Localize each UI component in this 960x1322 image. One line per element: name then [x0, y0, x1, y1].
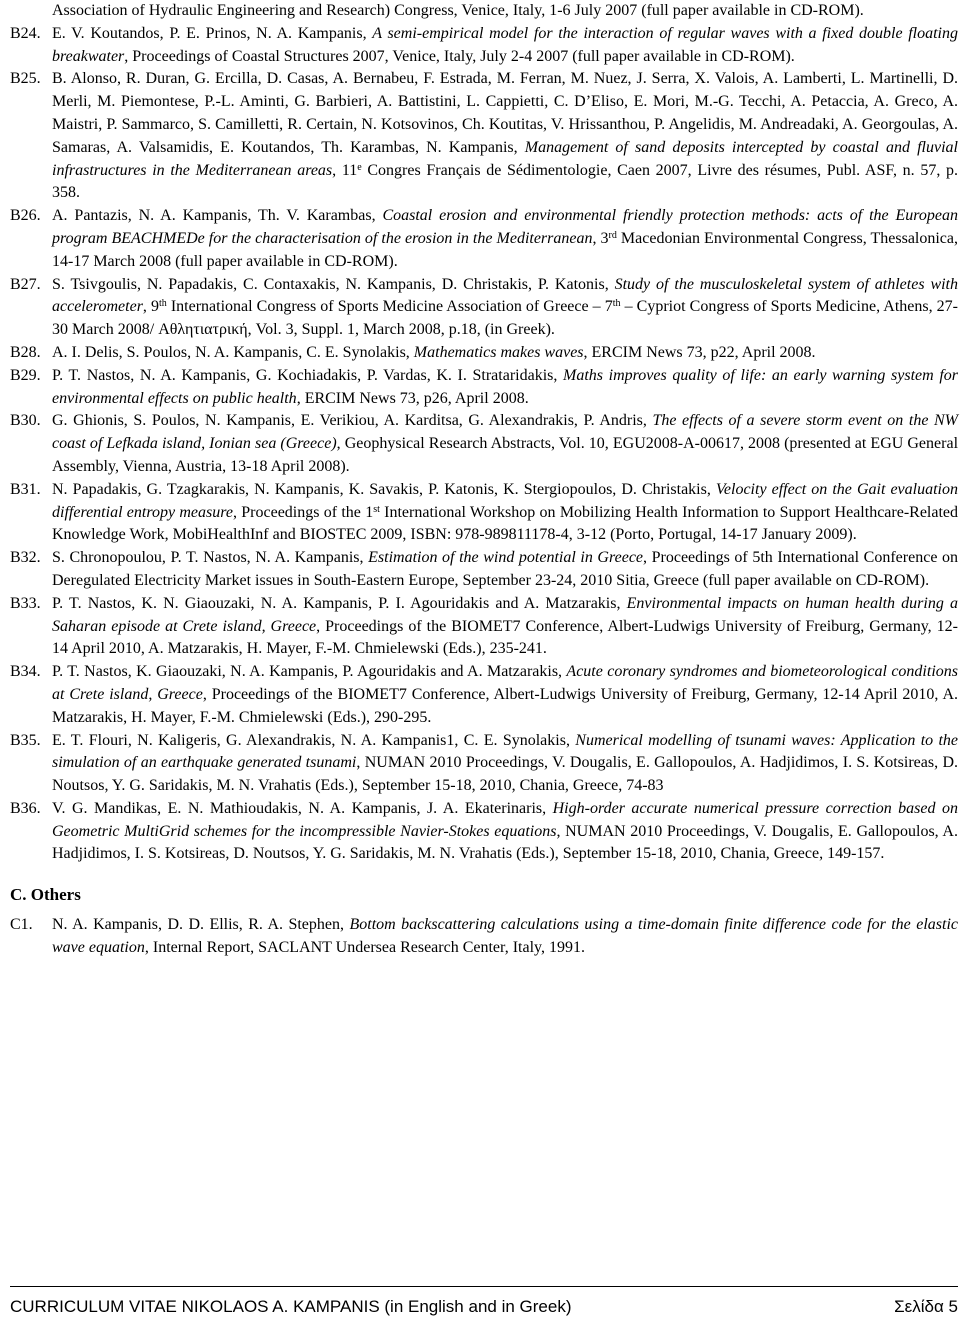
- reference-title: Velocity effect on the Gait evaluation differential entropy measure: [52, 480, 958, 521]
- reference-segment: , Proceedings of the 1: [232, 503, 374, 521]
- reference-item: [10, 410, 958, 478]
- reference-label: B27.: [10, 275, 41, 293]
- reference-text: [52, 914, 958, 960]
- reference-segment: International Congress of Sports Medicine Association of Greece – 7: [166, 298, 613, 316]
- reference-title: Numerical modelling of tsunami waves: Application to the simulation of an earthquake generated tsunami: [52, 731, 959, 772]
- footer-page-number: Σελίδα 5: [894, 1297, 958, 1316]
- reference-segment: P. T. Nastos, N. A. Kampanis, G. Kochiadakis, P. Vardas, K. I. Strataridakis,: [52, 366, 564, 384]
- reference-text: [52, 593, 958, 661]
- reference-segment: , Internal Report, SACLANT Undersea Research Center, Italy, 1991.: [144, 938, 585, 956]
- reference-segment: st: [373, 503, 380, 515]
- reference-item: [10, 342, 958, 365]
- reference-text: [52, 730, 958, 798]
- reference-label: B32.: [10, 549, 41, 567]
- reference-segment: , Proceedings of the BIOMET7 Conference, Albert-Ludwigs University of Freiburg, Germany, 12-14 April 2010, A. Matzarakis, H. Mayer, F.-M. Chmielewski (Eds.), 290-295.: [52, 685, 959, 726]
- reference-segment: , Proceedings of 5th International Conference on Deregulated Electricity Market issues in South-Eastern Europe, September 23-24, 2010 Sitia, Greece (full paper available on CD-ROM).: [52, 549, 959, 589]
- reference-segment: , Proceedings of Coastal Structures 2007, Venice, Italy, July 2-4 2007 (full paper available in CD-ROM).: [124, 47, 795, 65]
- reference-label: B33.: [10, 594, 41, 612]
- reference-label: B36.: [10, 799, 41, 817]
- reference-segment: Macedonian Environmental Congress, Thessalonica, 14-17 March 2008 (full paper available in CD-ROM).: [52, 229, 959, 270]
- reference-text: [52, 798, 958, 866]
- reference-title: Estimation of the wind potential in Greece: [368, 549, 644, 567]
- reference-text: [52, 365, 958, 411]
- reference-item: [10, 274, 958, 342]
- reference-label: B34.: [10, 663, 41, 681]
- reference-segment: International Workshop on Mobilizing Health Information to Support Healthcare-Related Knowledge Work, MobiHealthInf and BIOSTEC 2009, ISBN: 978-989811178-4, 3-12 (Porto, Portugal, 14-17 January 2009).: [52, 503, 959, 544]
- reference-item: [10, 479, 958, 547]
- reference-segment: S. Tsivgoulis, N. Papadakis, C. Contaxakis, N. Kampanis, D. Christakis, P. Katonis,: [52, 275, 615, 293]
- continuation-text: Association of Hydraulic Engineering and Research) Congress, Venice, Italy, 1-6 July 2007 (full paper available in CD-ROM).: [52, 2, 864, 19]
- reference-text: [52, 68, 958, 205]
- reference-title: Mathematics makes waves: [413, 343, 584, 361]
- reference-title: Management of sand deposits intercepted by coastal and fluvial infrastructures in the Mediterranean areas: [52, 138, 958, 179]
- reference-segment: , 3: [592, 229, 609, 247]
- reference-segment: G. Ghionis, S. Poulos, N. Kampanis, E. Verikiou, A. Karditsa, G. Alexandrakis, P. Andris,: [52, 412, 653, 430]
- reference-segment: , ERCIM News 73, p26, April 2008.: [296, 389, 529, 407]
- reference-segment: P. T. Nastos, K. Giaouzaki, N. A. Kampanis, P. Agouridakis and A. Matzarakis,: [52, 663, 567, 681]
- reference-segment: , NUMAN 2010 Proceedings, V. Dougalis, E. Gallopoulos, A. Hadjidimos, I. S. Kotsireas, D. Noutsos, Y. G. Saridakis, M. N. Vrahatis (Eds.), September 15-18, 2010, Chania, Greece, 74-83: [52, 754, 958, 795]
- reference-segment: E. T. Flouri, N. Kaligeris, G. Alexandrakis, N. A. Kampanis1, C. E. Synolakis,: [52, 731, 576, 749]
- document-body: [10, 0, 958, 960]
- reference-segment: E. V. Koutandos, P. E. Prinos, N. A. Kampanis,: [52, 24, 373, 42]
- reference-item: [10, 68, 958, 205]
- reference-title: Study of the musculoskeletal system of athletes with accelerometer: [52, 275, 959, 316]
- reference-title: Environmental impacts on human health during a Saharan episode at Crete island, Greece: [52, 594, 958, 635]
- reference-item: [10, 205, 958, 273]
- reference-label: B24.: [10, 24, 41, 42]
- reference-label: B26.: [10, 207, 41, 225]
- reference-label: B25.: [10, 70, 41, 88]
- reference-segment: , Proceedings of the BIOMET7 Conference, Albert-Ludwigs University of Freiburg, Germany, 12-14 April 2010, A. Matzarakis, H. Mayer, F.-M. Chmielewski (Eds.), 235-241.: [52, 617, 958, 658]
- reference-text: [52, 410, 958, 478]
- reference-segment: – Cypriot Congress of Sports Medicine, Athens, 27-30 March 2008/ Αθλητιατρική, Vol. 3, Suppl. 1, March 2008, p.18, (in Greek).: [52, 298, 958, 339]
- reference-segment: A. Pantazis, N. A. Kampanis, Th. V. Karambas,: [52, 207, 383, 225]
- reference-item: [10, 365, 958, 411]
- page-footer: [10, 1286, 958, 1317]
- footer-cv-title: CURRICULUM VITAE NIKOLAOS A. KAMPANIS (in English and in Greek): [10, 1297, 572, 1316]
- reference-list-c: [10, 914, 958, 960]
- reference-text: [52, 342, 958, 365]
- reference-segment: P. T. Nastos, K. N. Giaouzaki, N. A. Kampanis, P. I. Agouridakis and A. Matzarakis,: [52, 594, 627, 612]
- reference-segment: , NUMAN 2010 Proceedings, V. Dougalis, E. Gallopoulos, A. Hadjidimos, I. S. Kotsireas, D. Noutsos, Y. G. Saridakis, M. N. Vrahatis (Eds.), September 15-18, 2010, Chania, Greece, 149-157.: [52, 822, 958, 863]
- reference-label: B30.: [10, 412, 41, 430]
- reference-label: C1.: [10, 916, 33, 934]
- reference-item: [10, 730, 958, 798]
- reference-text: [52, 274, 958, 342]
- reference-segment: A. I. Delis, S. Poulos, N. A. Kampanis, C. E. Synolakis,: [52, 343, 414, 361]
- reference-text: [52, 547, 958, 593]
- reference-label: B28.: [10, 343, 41, 361]
- reference-segment: , Geophysical Research Abstracts, Vol. 10, EGU2008-A-00617, 2008 (presented at EGU General Assembly, Vienna, Austria, 13-18 April 2008).: [52, 435, 959, 475]
- reference-segment: Congres Français de Sédimentologie, Caen 2007, Livre des résumes, Publ. ASF, n. 57, p. 358.: [52, 161, 959, 202]
- reference-segment: th: [159, 298, 167, 310]
- reference-segment: N. Papadakis, G. Tzagkarakis, N. Kampanis, K. Savakis, P. Katonis, K. Stergiopoulos, D. Christakis,: [52, 480, 716, 498]
- reference-title: High-order accurate numerical pressure correction based on Geometric MultiGrid schemes for the incompressible Navier-Stokes equations: [52, 799, 958, 840]
- reference-item: [10, 661, 958, 729]
- reference-item: [10, 914, 958, 960]
- reference-label: B31.: [10, 480, 41, 498]
- reference-segment: B. Alonso, R. Duran, G. Ercilla, D. Casas, A. Bernabeu, F. Estrada, M. Ferran, M. Nuez, J. Serra, X. Valois, A. Lamberti, L. Martinelli, D. Merli, M. Piemontese, P.-L. Aminti, G. Barbieri, A. Battistini, L. Cappietti, C. D’Eliso, E. Mori, M.-G. Tecchi, A. Petaccia, A. Greco, A. Maistri, P. Sammarco, S. Camilletti, R. Certain, N. Kotsovinos, Ch. Koutitas, V. Hrissanthou, P. Angelidis, M. Andreadaki, A. Georgoulas, A. Samaras, A. Valsamidis, E. Koutandos, Th. Karambas, N. Kampanis,: [52, 70, 958, 156]
- reference-item: [10, 798, 958, 866]
- reference-segment: e: [357, 161, 362, 173]
- reference-title: Bottom backscattering calculations using a time-domain finite difference code for the elastic wave equation: [52, 916, 959, 956]
- reference-segment: V. G. Mandikas, E. N. Mathioudakis, N. A. Kampanis, J. A. Ekaterinaris,: [52, 799, 553, 817]
- reference-text: [52, 661, 958, 729]
- reference-segment: S. Chronopoulou, P. T. Nastos, N. A. Kampanis,: [52, 549, 369, 567]
- reference-title: The effects of a severe storm event on the NW coast of Lefkada island, Ionian sea (Greece): [52, 412, 959, 453]
- reference-segment: , 9: [142, 298, 159, 316]
- reference-text: [52, 23, 958, 69]
- section-title-others: C. Others: [10, 885, 81, 905]
- reference-segment: rd: [608, 229, 617, 241]
- reference-title: Acute coronary syndromes and biometeorological conditions at Crete island, Greece: [52, 663, 958, 703]
- reference-text: [52, 205, 958, 273]
- reference-title: Maths improves quality of life: an early warning system for environmental effects on public health: [52, 366, 959, 407]
- reference-item: [10, 23, 958, 69]
- reference-segment: , 11: [332, 161, 358, 179]
- reference-item: [10, 593, 958, 661]
- reference-title: A semi-empirical model for the interaction of regular waves with a fixed double floating breakwater: [52, 24, 959, 65]
- reference-segment: th: [612, 298, 621, 310]
- reference-title: Coastal erosion and environmental friendly protection methods: acts of the European program BEACHMEDe for the characterisation of the erosion in the Mediterranean: [52, 207, 958, 247]
- reference-item: [10, 547, 958, 593]
- reference-segment: N. A. Kampanis, D. D. Ellis, R. A. Stephen,: [52, 916, 350, 934]
- reference-label: B29.: [10, 366, 41, 384]
- reference-segment: , ERCIM News 73, p22, April 2008.: [583, 343, 816, 361]
- reference-list-b: [10, 23, 958, 866]
- reference-label: B35.: [10, 731, 41, 749]
- reference-text: [52, 479, 958, 547]
